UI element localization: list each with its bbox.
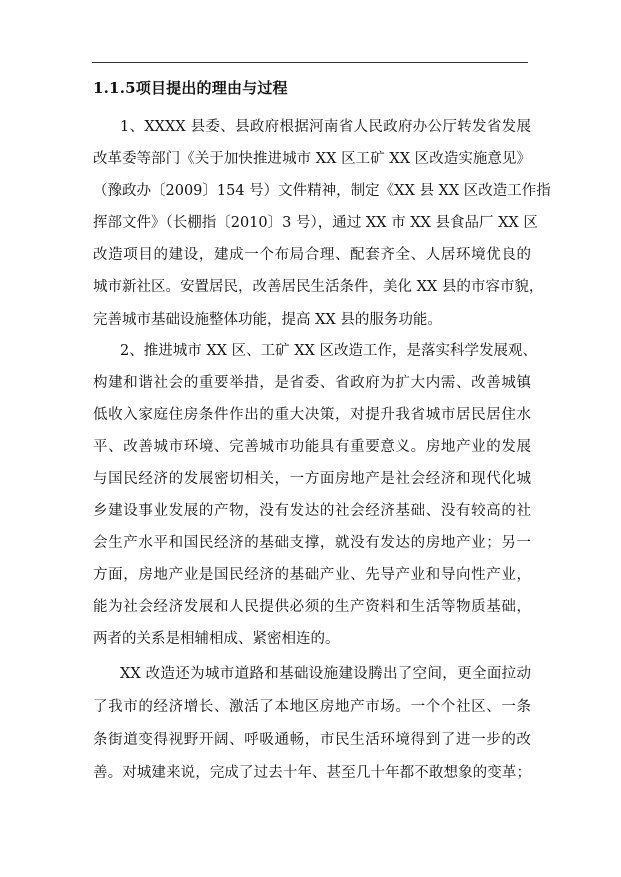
paragraph-1-line-7: 完善城市基础设施整体功能，提高 XX 县的服务功能。 <box>93 312 442 328</box>
paragraph-2-line-2: 构建和谐社会的重要举措，是省委、省政府为扩大内需、改善城镇 <box>93 375 531 391</box>
paragraph-1-line-4: 挥部文件》（长棚指〔2010〕3 号），通过 XX 市 XX 县食品厂 XX 区 <box>93 215 538 231</box>
paragraph-2-line-8: 方面，房地产业是国民经济的基础产业、先导产业和导向性产业， <box>93 567 531 583</box>
paragraph-2-line-4: 平、改善城市环境、完善城市功能具有重要意义。房地产业的发展 <box>93 439 531 455</box>
paragraph-3-line-4: 善。对城建来说，完成了过去十年、甚至几十年都不敢想象的变革； <box>93 765 531 781</box>
paragraph-1-line-1: 1、XXXX 县委、县政府根据河南省人民政府办公厅转发省发展 <box>120 119 531 135</box>
paragraph-2-line-10: 两者的关系是相辅相成、紧密相连的。 <box>93 631 340 647</box>
paragraph-2-line-7: 会生产水平和国民经济的基础支撑，就没有发达的房地产业；另一 <box>93 535 531 551</box>
paragraph-1-line-3: （豫政办〔2009〕154 号）文件精神，制定《XX 县 XX 区改造工作指 <box>93 183 551 199</box>
paragraph-3-line-2: 了我市的经济增长、激活了本地区房地产市场。一个个社区、一条 <box>93 699 531 715</box>
header-rule <box>92 62 528 63</box>
paragraph-3-line-1: XX 改造还为城市道路和基础设施建设腾出了空间，更全面拉动 <box>120 666 531 682</box>
paragraph-2-line-3: 低收入家庭住房条件作出的重大决策，对提升我省城市居民居住水 <box>93 407 531 423</box>
paragraph-1-line-5: 改造项目的建设，建成一个布局合理、配套齐全、人居环境优良的 <box>93 247 531 263</box>
paragraph-1-line-6: 城市新社区。安置居民，改善居民生活条件，美化 XX 县的市容市貌， <box>93 279 544 295</box>
paragraph-2-line-1: 2、推进城市 XX 区、工矿 XX 区改造工作，是落实科学发展观、 <box>120 343 537 359</box>
paragraph-2-line-5: 与国民经济的发展密切相关，一方面房地产是社会经济和现代化城 <box>93 471 531 487</box>
section-heading: 1.1.5项目提出的理由与过程 <box>93 79 288 97</box>
paragraph-1-line-2: 改革委等部门《关于加快推进城市 XX 区工矿 XX 区改造实施意见》 <box>93 151 531 167</box>
paragraph-2-line-9: 能为社会经济发展和人民提供必须的生产资料和生活等物质基础， <box>93 599 531 615</box>
paragraph-3-line-3: 条街道变得视野开阔、呼吸通畅，市民生活环境得到了进一步的改 <box>93 732 531 748</box>
paragraph-2-line-6: 乡建设事业发展的产物，没有发达的社会经济基础、没有较高的社 <box>93 503 531 519</box>
